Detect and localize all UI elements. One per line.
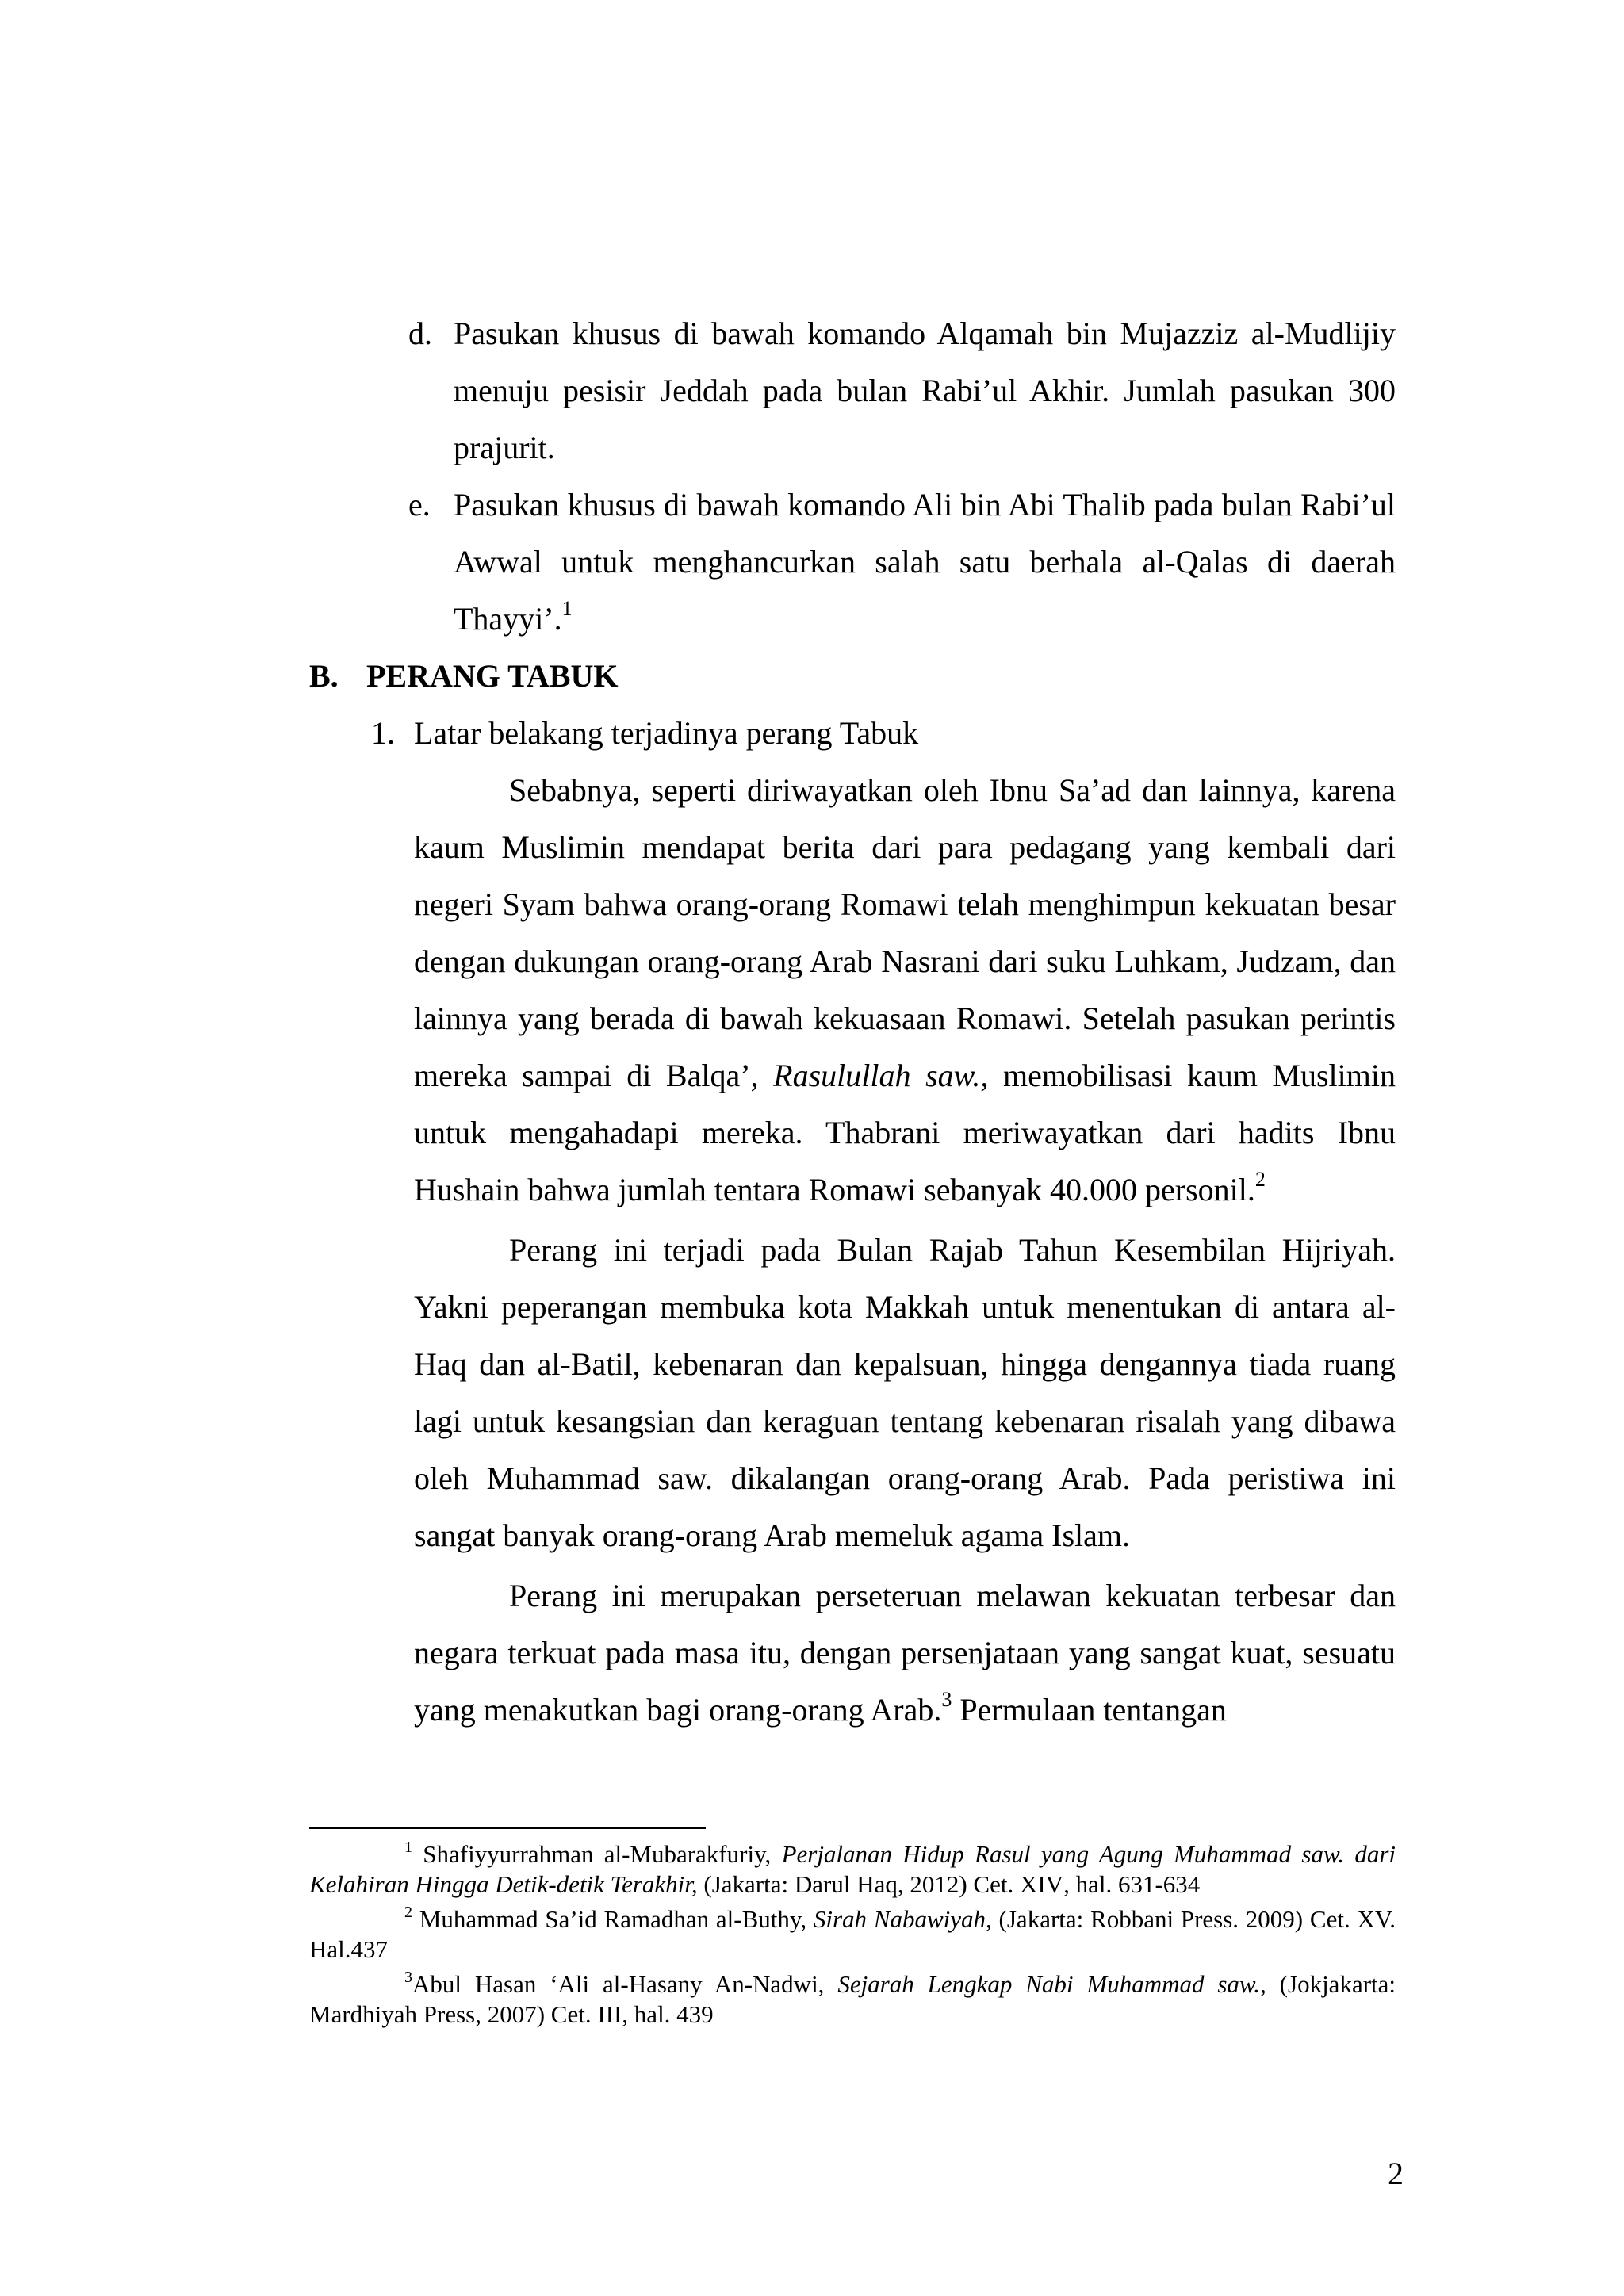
list-item-text [454,476,1396,648]
footnote-author: Abul Hasan ‘Ali al-Hasany An-Nadwi, [412,1970,838,1998]
list-marker: e. [408,487,431,522]
footnote-reference[interactable]: 2 [1254,1167,1266,1191]
list-item-text: Pasukan khusus di bawah komando Alqamah bin Mujazziz al-Mudlijiy menuju pesisir Jeddah pada bulan Rabi’ul Akhir. Jumlah pasukan 300 prajurit. [454,316,1396,465]
list-marker: d. [408,316,432,351]
paragraph-3 [414,1567,1396,1739]
footnotes [309,1839,1396,2034]
footnote-details: (Jakarta: Darul Haq, 2012) Cet. XIV [697,1870,1064,1898]
subsection-title: Latar belakang terjadinya perang Tabuk [414,715,919,751]
footnote-title: Sirah Nabawiyah, [813,1905,992,1933]
main-text [309,305,1396,1739]
list-item-e [408,476,1396,648]
footnote-title: Perjalanan Hidup Rasul yang Agung Muhammad saw. dari Kelahiran Hingga Detik-detik Terakhir, [309,1840,1396,1898]
paragraph-text: Permulaan tentangan [952,1692,1227,1728]
page-number: 2 [1388,2156,1404,2191]
footnote-author: Muhammad Sa’id Ramadhan al-Buthy, [412,1905,814,1933]
paragraph-1 [414,762,1396,1219]
paragraph-2 [414,1222,1396,1564]
paragraph-text: memobilisasi kaum Muslimin untuk mengahadapi mereka. Thabrani meriwayatkan dari hadits Ibnu Hushain bahwa jumlah tentara Romawi sebanyak 40.000 personil. [414,1058,1396,1207]
section-heading [309,648,1396,705]
footnote-number: 3 [404,1968,412,1986]
footnote-details: (Jakarta: Robbani Press. 2009) Cet. XV. Hal.437 [309,1905,1396,1963]
paragraph-text: Sebabnya, seperti diriwayatkan oleh Ibnu Sa’ad dan lainnya, karena kaum Muslimin mendapat berita dari para pedagang yang kembali dari negeri Syam bahwa orang-orang Romawi telah menghimpun kekuatan besar dengan dukungan orang-orang Arab Nasrani dari suku Luhkam, Judzam, dan lainnya yang berada di bawah kekuasaan Romawi. Setelah pasukan perintis mereka sampai di Balqa’, [414,772,1396,1093]
paragraph-text: Perang ini merupakan perseteruan melawan kekuatan terbesar dan negara terkuat pada masa itu, dengan persenjataan yang sangat kuat, sesuatu yang menakutkan bagi orang-orang Arab. [414,1578,1396,1728]
list-item-d [408,305,1396,476]
footnote-number: 2 [404,1903,412,1921]
footnote-details-italic: , [1063,1870,1070,1898]
footnote-title: Sejarah Lengkap Nabi Muhammad saw., [837,1970,1266,1998]
paragraph-italic-text: Rasulullah saw., [773,1058,989,1093]
subsection-heading [371,705,1396,762]
footnote-separator [309,1827,706,1829]
footnote-number: 1 [404,1838,412,1856]
footnote-reference[interactable]: 1 [561,596,573,620]
footnote-reference[interactable]: 3 [941,1687,952,1711]
paragraph-text: Perang ini terjadi pada Bulan Rajab Tahun Kesembilan Hijriyah. Yakni peperangan membuka kota Makkah untuk menentukan di antara al-Haq dan al-Batil, kebenaran dan kepalsuan, hingga dengannya tiada ruang lagi untuk kesangsian dan keraguan tentang kebenaran risalah yang dibawa oleh Muhammad saw. dikalangan orang-orang Arab. Pada peristiwa ini sangat banyak orang-orang Arab memeluk agama Islam. [414,1232,1396,1553]
footnote-author: Shafiyyurrahman al-Mubarakfuriy, [412,1840,782,1868]
footnote-details-end: hal. 631-634 [1069,1870,1201,1898]
list-item-body: Pasukan khusus di bawah komando Ali bin Abi Thalib pada bulan Rabi’ul Awwal untuk menghancurkan salah satu berhala al-Qalas di daerah Thayyi’. [454,487,1396,637]
footnote-2 [309,1904,1396,1965]
footnote-3 [309,1969,1396,2030]
section-title: PERANG TABUK [366,658,619,694]
footnote-1 [309,1839,1396,1900]
section-marker: B. [309,658,339,694]
footnote-details: (Jokjakarta: Mardhiyah Press, 2007) Cet. III, hal. 439 [309,1970,1396,2028]
subsection-marker: 1. [371,715,395,751]
